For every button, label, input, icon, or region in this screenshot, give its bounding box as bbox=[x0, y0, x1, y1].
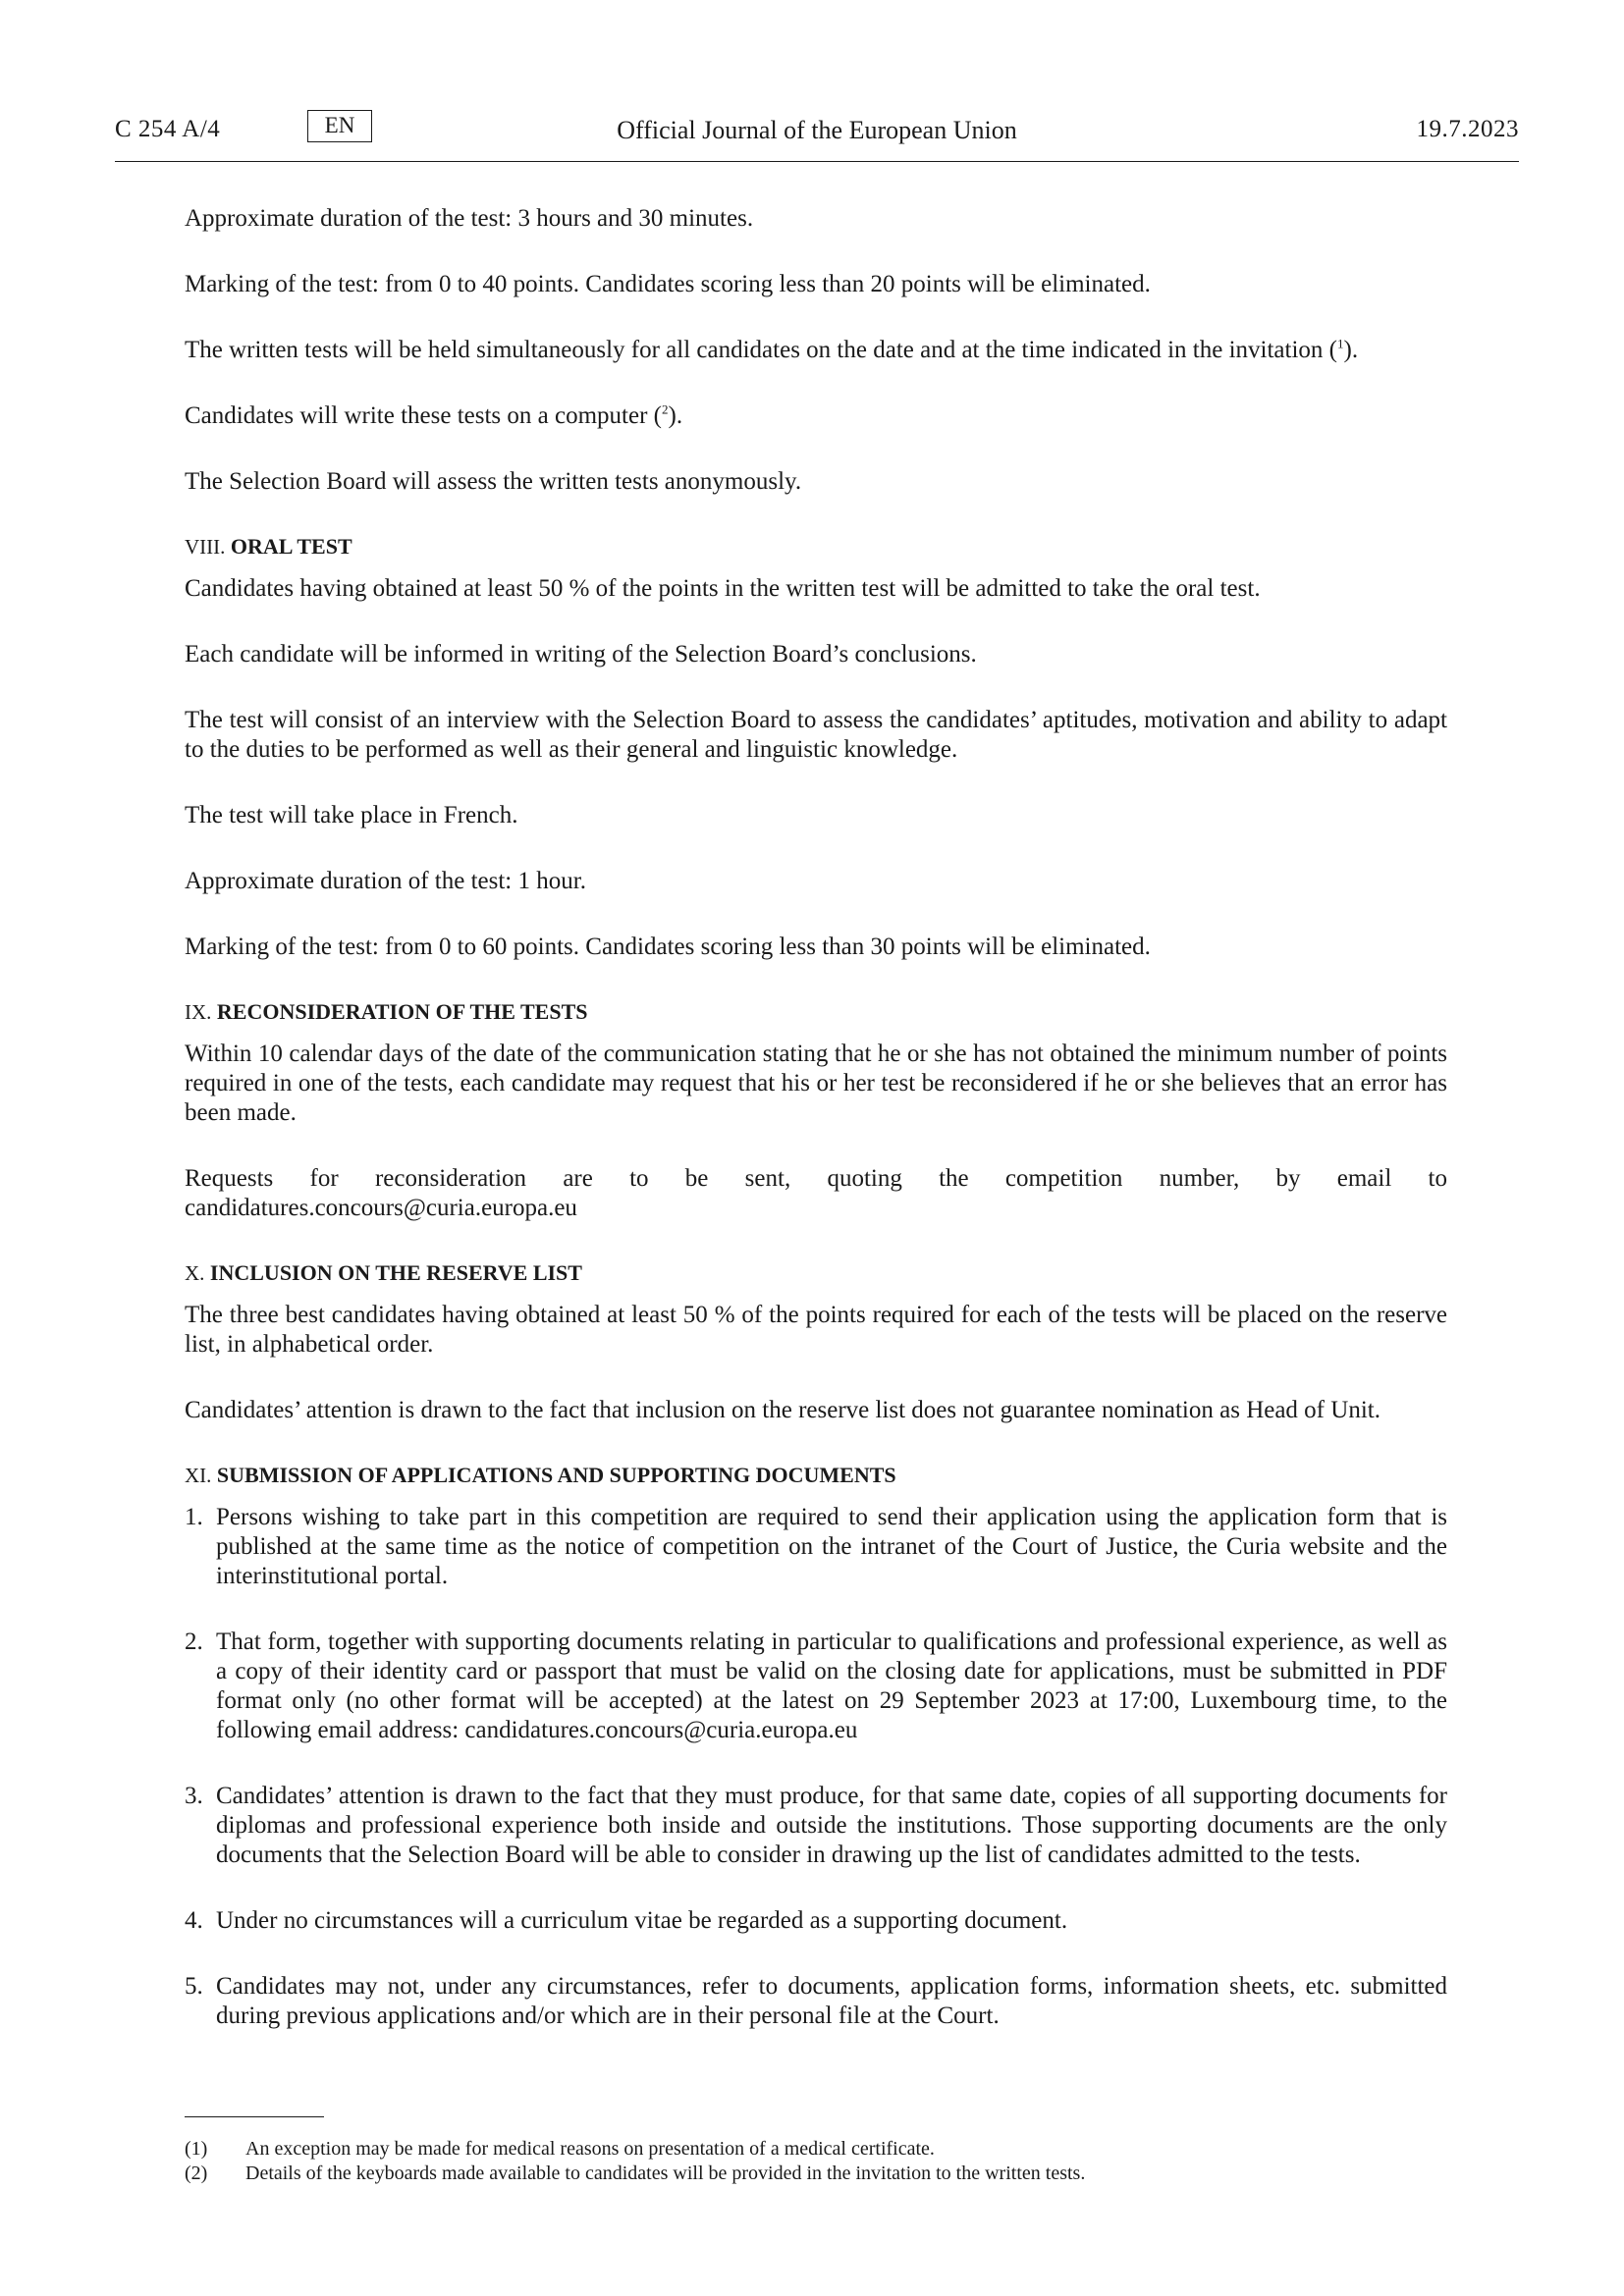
list-item-text: Persons wishing to take part in this competition are required to send their application using the application form that is published at the same time as the notice of competition on the intranet of the Court of Justice, the Curia website and the interinstitutional portal. bbox=[216, 1504, 1447, 1589]
numbered-list bbox=[185, 1503, 1447, 2031]
section-number: VIII. bbox=[185, 535, 226, 559]
list-item-text: Candidates’ attention is drawn to the fact that they must produce, for that same date, copies of all supporting documents for diplomas and professional experience both inside and outside the institutions. Those supporting documents are the only documents that the Selection Board will be able to consider in drawing up the list of candidates admitted to the tests. bbox=[216, 1783, 1447, 1868]
section-title: SUBMISSION OF APPLICATIONS AND SUPPORTING DOCUMENTS bbox=[216, 1463, 896, 1487]
list-item-number: 2. bbox=[185, 1629, 203, 1655]
page-header bbox=[115, 110, 1519, 153]
list-item bbox=[185, 1503, 1447, 1591]
list-item-text: Candidates may not, under any circumstances, refer to documents, application forms, information sheets, etc. submitted during previous applications and/or which are in their personal file at the Court. bbox=[216, 1973, 1447, 2029]
paragraph: The test will consist of an interview with the Selection Board to assess the candidates’ aptitudes, motivation and ability to adapt to the duties to be performed as well as their general and linguistic knowledge. bbox=[185, 707, 1447, 763]
paragraph: Candidates’ attention is drawn to the fact that inclusion on the reserve list does not guarantee nomination as Head of Unit. bbox=[185, 1397, 1380, 1423]
header-rule bbox=[115, 161, 1519, 162]
paragraph: The three best candidates having obtained at least 50 % of the points required for each of the tests will be placed on the reserve list, in alphabetical order. bbox=[185, 1302, 1447, 1358]
paragraph: Within 10 calendar days of the date of the communication stating that he or she has not obtained the minimum number of points required in one of the tests, each candidate may request that his or her test be reconsidered if he or she believes that an error has been made. bbox=[185, 1041, 1447, 1126]
paragraph: The written tests will be held simultaneously for all candidates on the date and at the time indicated in the invitation ($^1$). bbox=[185, 336, 1359, 363]
language-badge: EN bbox=[307, 110, 372, 142]
list-item-number: 4. bbox=[185, 1907, 203, 1934]
paragraph: The test will take place in French. bbox=[185, 802, 518, 828]
section-title: RECONSIDERATION OF THE TESTS bbox=[216, 999, 588, 1024]
section-heading-submission bbox=[185, 1462, 1447, 1489]
footnote-mark: (1) bbox=[185, 2138, 208, 2160]
list-item bbox=[185, 1628, 1447, 1745]
section-title: ORAL TEST bbox=[230, 534, 352, 559]
paragraph: Candidates will write these tests on a computer ($^2$). bbox=[185, 401, 683, 429]
footnote-text: An exception may be made for medical reasons on presentation of a medical certificate. bbox=[245, 2138, 935, 2160]
list-item bbox=[185, 1782, 1447, 1870]
list-item-text: That form, together with supporting documents relating in particular to qualifications and professional experience, as well as a copy of their identity card or passport that must be valid on the closing date for applications, must be submitted in PDF format only (no other format will be accepted) at the latest on 29 September 2023 at 17:00, Luxembourg time, to the following email address: candidatures.concours@curia.europa.eu bbox=[216, 1629, 1447, 1743]
section-number: X. bbox=[185, 1261, 205, 1285]
footnotes bbox=[185, 2137, 1447, 2186]
paragraph-text: Candidates will write these tests on a computer bbox=[185, 402, 648, 429]
section-heading-reconsideration bbox=[185, 998, 1447, 1026]
document-body bbox=[185, 204, 1447, 2067]
list-item bbox=[185, 1906, 1447, 1936]
footnote-mark: (2) bbox=[185, 2163, 208, 2184]
paragraph: Requests for reconsideration are to be sent, quoting the competition number, by email to candidatures.concours@curia.europa.eu bbox=[185, 1165, 1447, 1221]
journal-title: Official Journal of the European Union bbox=[617, 116, 1017, 144]
paragraph: Candidates having obtained at least 50 % of the points in the written test will be admitted to take the oral test. bbox=[185, 575, 1261, 602]
list-item-number: 1. bbox=[185, 1504, 203, 1530]
section-number: IX. bbox=[185, 1000, 212, 1024]
paragraph: The Selection Board will assess the written tests anonymously. bbox=[185, 468, 802, 495]
list-item-text: Under no circumstances will a curriculum vitae be regarded as a supporting document. bbox=[216, 1907, 1068, 1934]
footnote bbox=[185, 2162, 1447, 2186]
section-title: INCLUSION ON THE RESERVE LIST bbox=[209, 1260, 582, 1285]
list-item bbox=[185, 1972, 1447, 2031]
paragraph: Approximate duration of the test: 1 hour. bbox=[185, 868, 586, 894]
footnote-text: Details of the keyboards made available to candidates will be provided in the invitation to the written tests. bbox=[245, 2163, 1086, 2184]
section-heading-oral-test bbox=[185, 533, 1447, 561]
footnote bbox=[185, 2137, 1447, 2162]
footnote-reference: ($^1$) bbox=[1328, 336, 1352, 363]
footnote-reference: ($^2$) bbox=[653, 401, 677, 429]
paragraph-text: The written tests will be held simultaneously for all candidates on the date and at the time indicated in the invitation bbox=[185, 337, 1324, 363]
list-item-number: 3. bbox=[185, 1783, 203, 1809]
paragraph: Marking of the test: from 0 to 60 points. Candidates scoring less than 30 points will be eliminated. bbox=[185, 934, 1151, 960]
paragraph: Each candidate will be informed in writing of the Selection Board’s conclusions. bbox=[185, 641, 977, 667]
paragraph: Approximate duration of the test: 3 hours and 30 minutes. bbox=[185, 205, 754, 232]
paragraph: Marking of the test: from 0 to 40 points. Candidates scoring less than 20 points will be eliminated. bbox=[185, 271, 1151, 297]
list-item-number: 5. bbox=[185, 1973, 203, 2000]
footnote-rule bbox=[185, 2116, 324, 2117]
section-number: XI. bbox=[185, 1464, 212, 1487]
publication-date: 19.7.2023 bbox=[1416, 116, 1519, 142]
journal-reference: C 254 A/4 bbox=[115, 116, 221, 142]
section-heading-reserve-list bbox=[185, 1259, 1447, 1287]
